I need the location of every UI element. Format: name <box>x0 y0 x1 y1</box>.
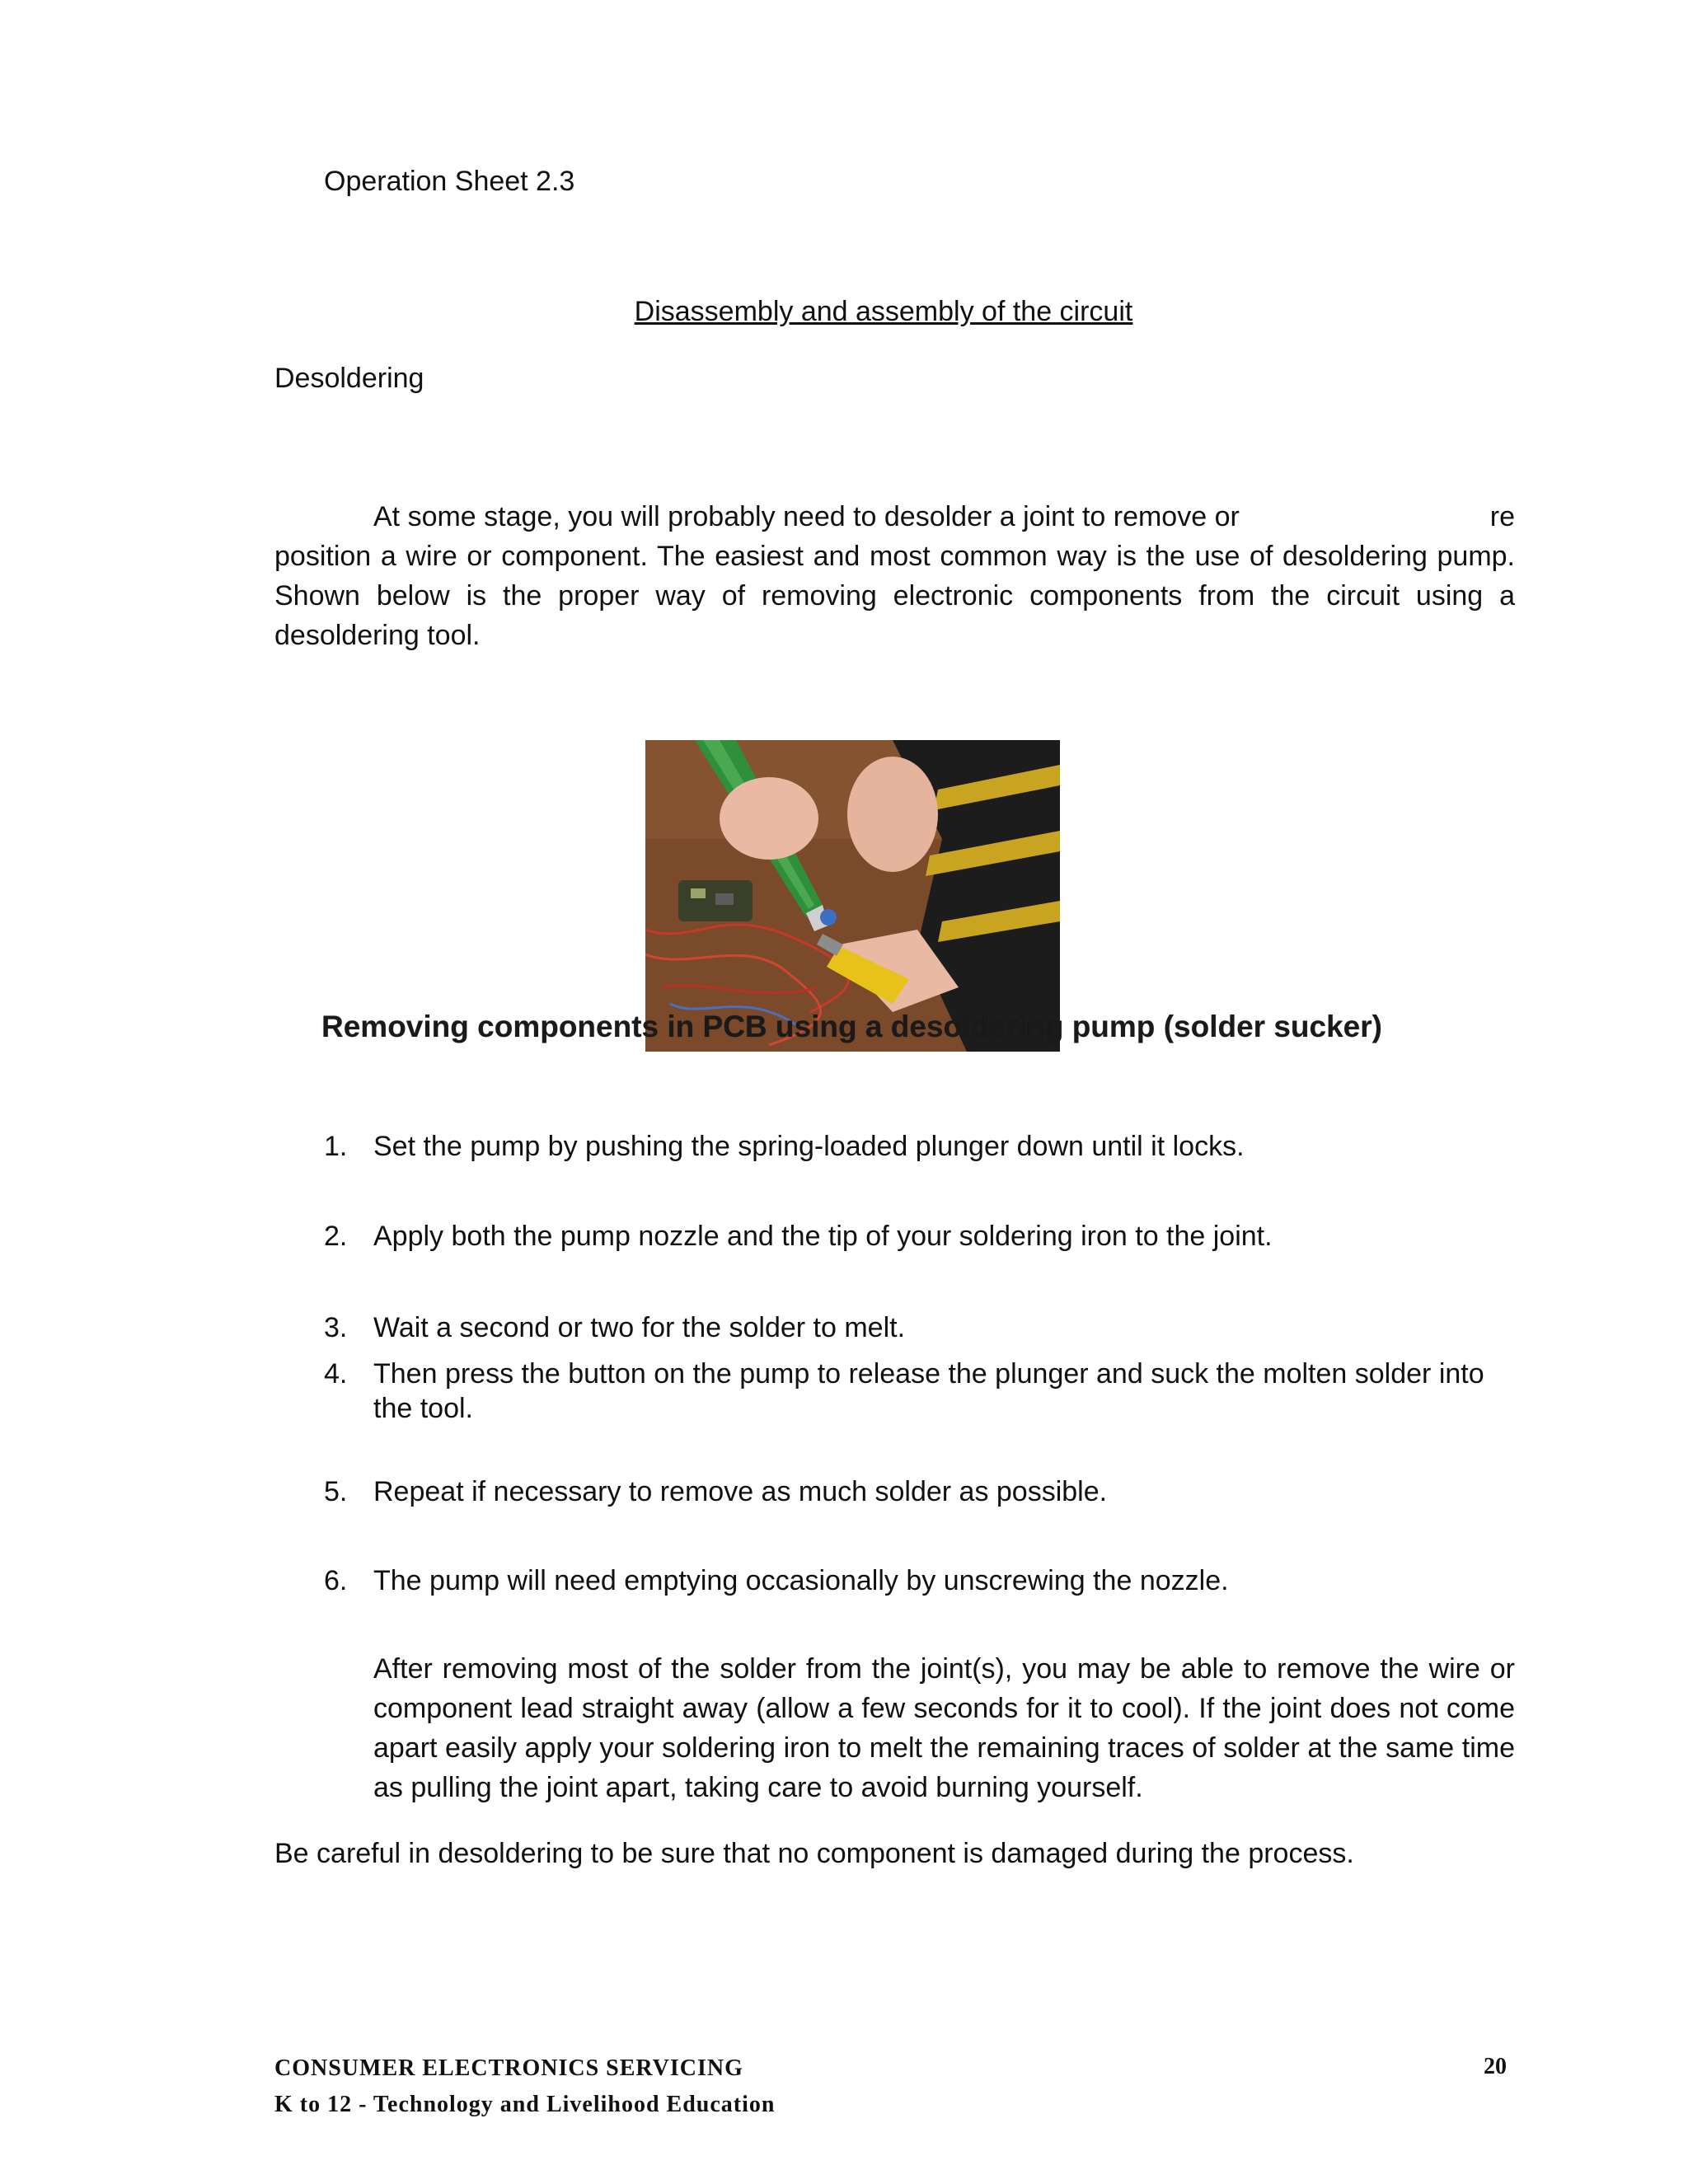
step-number: 5. <box>324 1476 348 1507</box>
intro-first-line <box>274 497 1515 537</box>
step-number: 4. <box>324 1358 348 1390</box>
step-number: 6. <box>324 1565 348 1596</box>
closing-note: Be careful in desoldering to be sure that no component is damaged during the process. <box>274 1838 1354 1869</box>
component-on-board <box>820 909 837 926</box>
desoldering-photo <box>645 740 1060 1052</box>
step-number: 2. <box>324 1221 348 1252</box>
figure-caption: Removing components in PCB using a desoldering pump (solder sucker) <box>321 1010 1382 1043</box>
after-desoldering-paragraph: After removing most of the solder from the joint(s), you may be able to remove the wire or component lead straight away (allow a few seconds for it to cool). If the joint does not come apart easily apply your soldering iron to melt the remaining traces of solder at the same time as pulling the joint apart, taking care to avoid burning yourself. <box>373 1653 1515 1803</box>
step-number: 3. <box>324 1312 348 1343</box>
page-number: 20 <box>1484 2054 1507 2079</box>
desoldering-photo-drawing <box>645 740 1060 1052</box>
intro-first-line-right: re <box>1489 501 1515 532</box>
left-hand <box>720 777 818 860</box>
footer-course-title: CONSUMER ELECTRONICS SERVICING <box>274 2055 743 2081</box>
step-text: Set the pump by pushing the spring-loaded plunger down until it locks. <box>373 1131 1245 1162</box>
board-component <box>691 888 706 898</box>
step-text: Apply both the pump nozzle and the tip of your soldering iron to the joint. <box>373 1221 1273 1252</box>
intro-first-line-left: At some stage, you will probably need to desolder a joint to remove or <box>373 501 1240 532</box>
operation-sheet-label: Operation Sheet 2.3 <box>324 166 575 197</box>
step-text: Wait a second or two for the solder to melt. <box>373 1312 906 1343</box>
section-heading: Desoldering <box>274 363 424 394</box>
intro-paragraph <box>274 497 1515 655</box>
step-text: Then press the button on the pump to release the plunger and suck the molten solder into the tool. <box>373 1358 1484 1424</box>
step-text: Repeat if necessary to remove as much solder as possible. <box>373 1476 1108 1507</box>
footer-program-title: K to 12 - Technology and Livelihood Education <box>274 2092 776 2117</box>
page-title: Disassembly and assembly of the circuit <box>634 296 1133 327</box>
step-number: 1. <box>324 1131 348 1162</box>
board-chip <box>715 893 734 905</box>
step-text: The pump will need emptying occasionally by unscrewing the nozzle. <box>373 1565 1229 1596</box>
left-wrist <box>847 757 938 872</box>
intro-body: position a wire or component. The easiest and most common way is the use of desoldering pump. Shown below is the proper way of removing electronic components from the circuit using a desoldering tool. <box>274 541 1515 651</box>
